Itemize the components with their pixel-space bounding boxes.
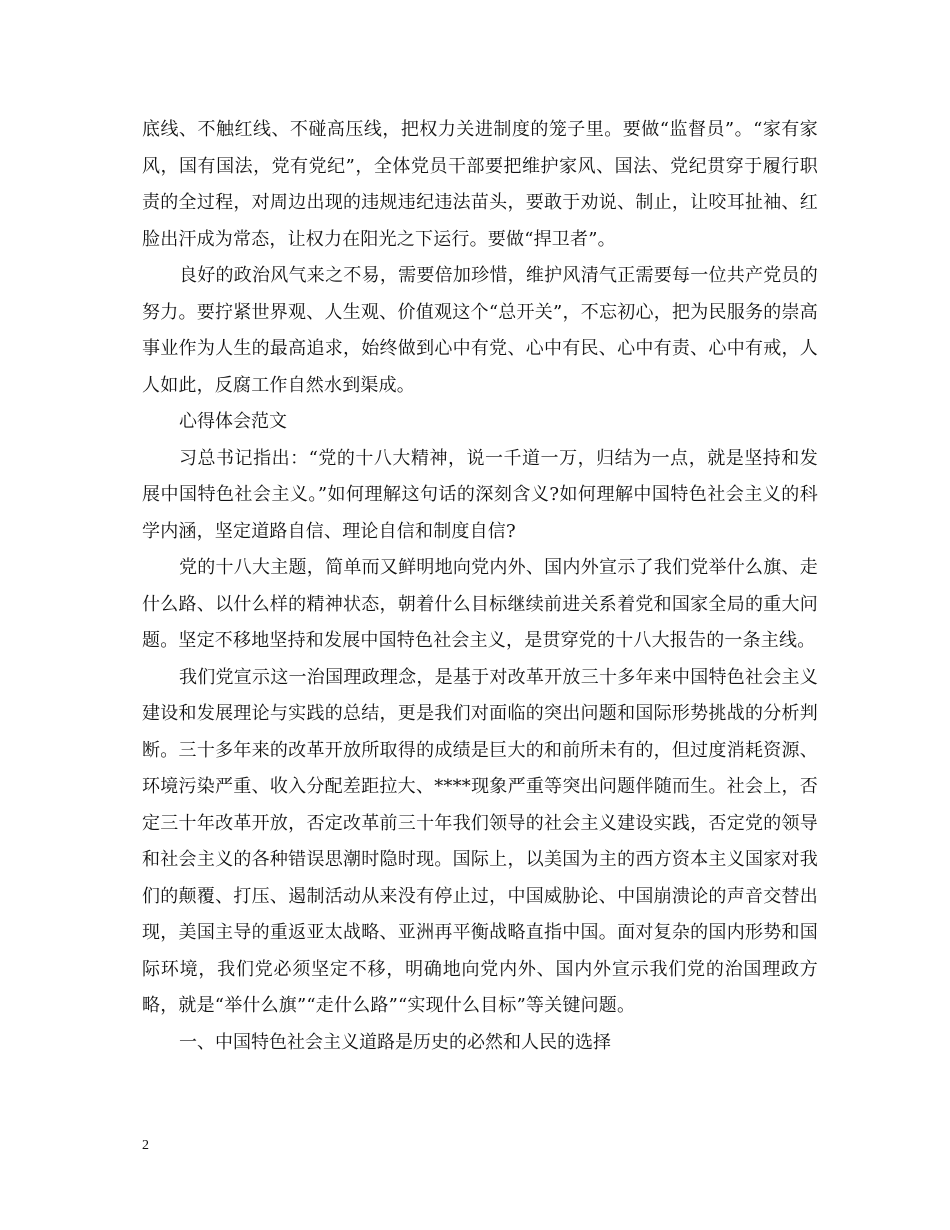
paragraph-3: 习总书记指出：“党的十八大精神，说一千道一万，归结为一点，就是坚持和发展中国特色社会主义。”如何理解这句话的深刻含义?如何理解中国特色社会主义的科学内涵，坚定道路自信、理论自信和制度自信?: [142, 447, 818, 542]
paragraph-1: 底线、不触红线、不碰高压线，把权力关进制度的笼子里。要做“监督员”。“家有家风，国有国法，党有党纪”，全体党员干部要把维护家风、国法、党纪贯穿于履行职责的全过程，对周边出现的违规违纪违法苗头，要敢于劝说、制止，让咬耳扯袖、红脸出汗成为常态，让权力在阳光之下运行。要做“捍卫者”。: [142, 119, 818, 250]
section-heading-1: 一、中国特色社会主义道路是历史的必然和人民的选择: [179, 1031, 611, 1053]
paragraph-2: 良好的政治风气来之不易，需要倍加珍惜，维护风清气正需要每一位共产党员的努力。要拧紧世界观、人生观、价值观这个“总开关”，不忘初心，把为民服务的崇高事业作为人生的最高追求，始终做到心中有党、心中有民、心中有责、心中有戒，人人如此，反腐工作自然水到渠成。: [142, 265, 818, 396]
document-body: [142, 112, 818, 1061]
page-number: 2: [142, 1138, 149, 1153]
paragraph-4: 党的十八大主题，简单而又鲜明地向党内外、国内外宣示了我们党举什么旗、走什么路、以什么样的精神状态，朝着什么目标继续前进关系着党和国家全局的重大问题。坚定不移地坚持和发展中国特色社会主义，是贯穿党的十八大报告的一条主线。: [142, 557, 818, 651]
paragraph-5: 我们党宣示这一治国理政理念，是基于对改革开放三十多年来中国特色社会主义建设和发展理论与实践的总结，更是我们对面临的突出问题和国际形势挑战的分析判断。三十多年来的改革开放所取得的成绩是巨大的和前所未有的，但过度消耗资源、环境污染严重、收入分配差距拉大、****现象严重等突出问题伴随而生。社会上，否定三十年改革开放，否定改革前三十年我们领导的社会主义建设实践，否定党的领导和社会主义的各种错误思潮时隐时现。国际上，以美国为主的西方资本主义国家对我们的颠覆、打压、遏制活动从来没有停止过，中国威胁论、中国崩溃论的声音交替出现，美国主导的重返亚太战略、亚洲再平衡战略直指中国。面对复杂的国内形势和国际环境，我们党必须坚定不移，明确地向党内外、国内外宣示我们党的治国理政方略，就是“举什么旗”“走什么路”“实现什么目标”等关键问题。: [142, 666, 818, 1016]
section-title-essay: 心得体会范文: [179, 411, 287, 432]
